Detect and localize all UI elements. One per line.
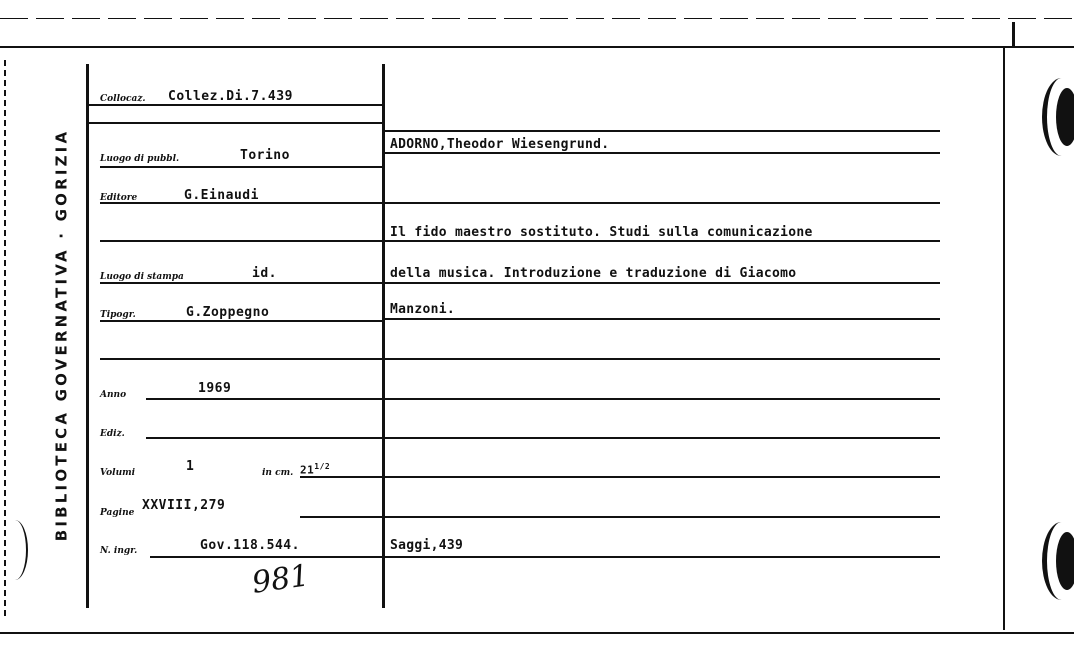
entry-line-3: Il fido maestro sostituto. Studi sulla comunicazione bbox=[390, 225, 813, 240]
luogo-stampa-label: Luogo di stampa bbox=[100, 272, 184, 282]
n-ingr-label: N. ingr. bbox=[100, 546, 138, 556]
left-rule-8 bbox=[100, 358, 382, 360]
edizione-label: Ediz. bbox=[100, 429, 125, 439]
bottom-border bbox=[0, 632, 1074, 634]
volumi-size-fraction: 1/2 bbox=[314, 462, 331, 471]
anno-label: Anno bbox=[100, 390, 127, 400]
editore-label: Editore bbox=[100, 193, 138, 203]
series-note: Saggi,439 bbox=[390, 538, 464, 553]
left-rule-5 bbox=[100, 240, 382, 242]
entry-line-1: ADORNO,Theodor Wiesengrund. bbox=[390, 137, 610, 152]
luogo-pubbl-label: Luogo di pubbl. bbox=[100, 154, 180, 164]
middle-column-line bbox=[382, 64, 385, 608]
volumi-label: Volumi bbox=[100, 468, 136, 478]
top-border-dashed bbox=[0, 18, 1074, 19]
n-ingr-value: Gov.118.544. bbox=[200, 538, 300, 553]
entry-line-5: Manzoni. bbox=[390, 302, 456, 317]
anno-value: 1969 bbox=[198, 381, 232, 396]
punch-hole-bottom-fill bbox=[1056, 532, 1074, 590]
collocazione-label: Collocaz. bbox=[100, 94, 146, 104]
handwritten-number: 981 bbox=[249, 558, 312, 601]
tipogr-label: Tipogr. bbox=[100, 310, 136, 320]
right-rule-1 bbox=[385, 130, 940, 132]
top-border bbox=[0, 46, 1074, 48]
right-rule-10 bbox=[385, 476, 940, 478]
left-rule-2 bbox=[88, 122, 382, 124]
right-edge bbox=[1003, 46, 1005, 630]
top-border-tick bbox=[1012, 22, 1015, 46]
volumi-size-value bbox=[300, 462, 330, 477]
left-rule-6 bbox=[100, 282, 382, 284]
right-rule-9 bbox=[385, 437, 940, 439]
pagine-value: XXVIII,279 bbox=[142, 498, 226, 513]
editore-value: G.Einaudi bbox=[184, 188, 259, 203]
left-rule-9 bbox=[146, 398, 382, 400]
institution-name: BIBLIOTECA GOVERNATIVA · GORIZIA bbox=[52, 128, 71, 542]
right-rule-3 bbox=[385, 202, 940, 204]
right-rule-7 bbox=[385, 358, 940, 360]
volumi-size-label: in cm. bbox=[262, 468, 294, 478]
left-rule-1 bbox=[88, 104, 382, 106]
tipogr-value: G.Zoppegno bbox=[186, 305, 270, 320]
left-rule-3 bbox=[100, 166, 382, 168]
volumi-value: 1 bbox=[186, 459, 195, 474]
pagine-label: Pagine bbox=[100, 508, 135, 518]
volumi-size-number: 21 bbox=[300, 463, 315, 477]
right-rule-4 bbox=[385, 240, 940, 242]
right-rule-8 bbox=[385, 398, 940, 400]
left-rule-7 bbox=[100, 320, 382, 322]
punch-hole-left bbox=[2, 520, 28, 580]
left-column-line bbox=[86, 64, 89, 608]
right-rule-11 bbox=[385, 516, 940, 518]
right-rule-2 bbox=[385, 152, 940, 154]
left-rule-12 bbox=[300, 516, 382, 518]
left-rule-10 bbox=[146, 437, 382, 439]
collocazione-value: Collez.Di.7.439 bbox=[168, 89, 293, 104]
institution-vertical-text bbox=[52, 95, 70, 575]
right-rule-5 bbox=[385, 282, 940, 284]
luogo-stampa-value: id. bbox=[252, 266, 277, 281]
left-rule-13 bbox=[150, 556, 382, 558]
right-rule-12 bbox=[385, 556, 940, 558]
punch-hole-top-fill bbox=[1056, 88, 1074, 146]
luogo-pubbl-value: Torino bbox=[240, 148, 290, 163]
entry-line-4: della musica. Introduzione e traduzione di Giacomo bbox=[390, 266, 797, 281]
right-rule-6 bbox=[385, 318, 940, 320]
